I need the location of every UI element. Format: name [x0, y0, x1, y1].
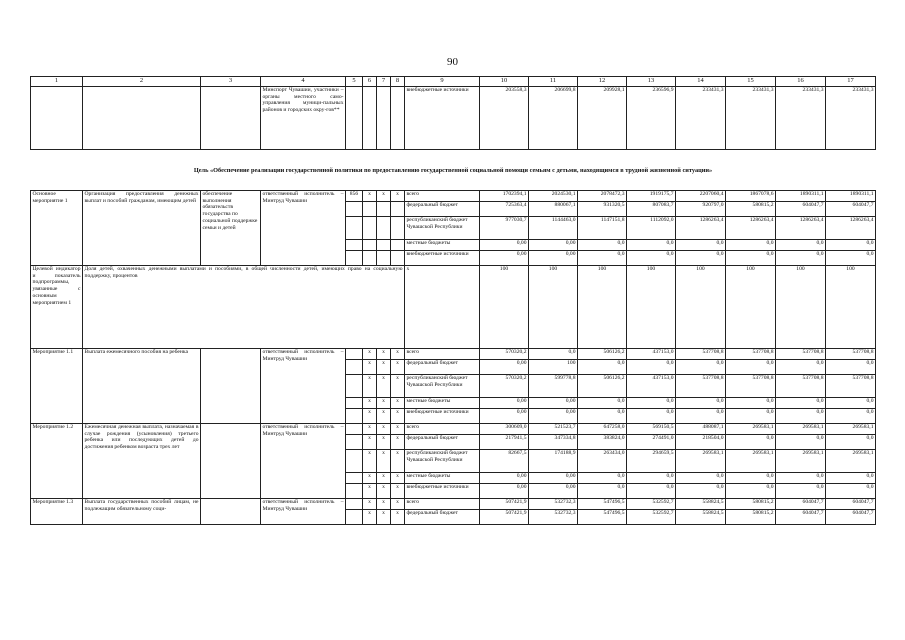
cell — [391, 240, 405, 251]
value-cell: 0,0 — [578, 251, 627, 266]
column-header: 10 — [480, 77, 529, 87]
code-cell: x — [363, 510, 377, 525]
event-goal — [201, 349, 261, 424]
funding-source-cell: местные бюджеты — [405, 473, 480, 484]
value-cell: 532732,3 — [529, 499, 578, 510]
code-cell: x — [363, 409, 377, 424]
value-cell: 0,00 — [480, 409, 529, 424]
value-cell: 0,0 — [676, 484, 726, 499]
value-cell: 506126,2 — [578, 349, 627, 360]
column-header: 16 — [776, 77, 826, 87]
event-goal: обеспечение выполнения обязательств государства по социальной поддержке семьи и детей — [201, 191, 261, 266]
table-row — [31, 424, 876, 435]
cell — [363, 217, 377, 240]
value-cell: 0,0 — [776, 360, 826, 375]
value-cell: 100 — [529, 360, 578, 375]
code-cell: x — [377, 424, 391, 435]
funding-source-cell: всего — [405, 499, 480, 510]
value-cell: 0,0 — [726, 473, 776, 484]
code-cell: x — [377, 450, 391, 473]
code-cell — [346, 375, 363, 398]
column-header: 1 — [31, 77, 83, 87]
code-cell: x — [377, 484, 391, 499]
value-cell: 725363,4 — [480, 202, 529, 217]
cell — [363, 251, 377, 266]
value-cell: 0,00 — [480, 473, 529, 484]
value-cell: 547496,5 — [578, 499, 627, 510]
value-cell: 604047,7 — [826, 202, 876, 217]
value-cell: 0,0 — [578, 409, 627, 424]
table-row — [31, 499, 876, 510]
funding-source-cell: республиканский бюджет Чувашской Республики — [405, 217, 480, 240]
cell — [346, 202, 363, 217]
funding-source-cell: федеральный бюджет — [405, 202, 480, 217]
value-cell: 233431,3 — [826, 87, 876, 150]
code-cell: x — [391, 435, 405, 450]
value-cell: 203558,3 — [480, 87, 529, 150]
cell — [377, 217, 391, 240]
code-cell: x — [391, 484, 405, 499]
executor-cell: ответственный исполнитель – Минтруд Чувашии — [261, 191, 346, 266]
value-cell: 0,0 — [529, 349, 578, 360]
value-cell: 274491,0 — [627, 435, 676, 450]
value-cell: 0,0 — [676, 398, 726, 409]
value-cell: 647258,0 — [578, 424, 627, 435]
page-number: 90 — [447, 56, 458, 68]
code-cell — [346, 424, 363, 435]
funding-source-cell: местные бюджеты — [405, 398, 480, 409]
value-cell: 537708,8 — [676, 349, 726, 360]
value-cell: 537708,8 — [726, 349, 776, 360]
value-cell: 0,0 — [676, 473, 726, 484]
funding-source-cell: всего — [405, 424, 480, 435]
cell — [391, 251, 405, 266]
value-cell: 269583,1 — [776, 424, 826, 435]
value-cell: 537708,8 — [676, 375, 726, 398]
value-cell: 0,00 — [480, 240, 529, 251]
code-cell: x — [363, 484, 377, 499]
code-cell: x — [391, 191, 405, 202]
cell — [391, 87, 405, 150]
value-cell: 0,00 — [529, 409, 578, 424]
value-cell: 0,0 — [776, 251, 826, 266]
column-header: 7 — [377, 77, 391, 87]
funding-source-cell: республиканский бюджет Чувашской Республики — [405, 375, 480, 398]
code-cell: 856 — [346, 191, 363, 202]
value-cell: 294659,5 — [627, 450, 676, 473]
code-cell: x — [391, 409, 405, 424]
cell — [363, 87, 377, 150]
column-header: 5 — [346, 77, 363, 87]
value-cell: 0,0 — [826, 409, 876, 424]
value-cell: 0,0 — [578, 398, 627, 409]
value-cell: 0,0 — [578, 360, 627, 375]
event-title: Основное мероприятие 1 — [31, 191, 83, 266]
cell — [201, 87, 261, 150]
value-cell: 0,0 — [676, 251, 726, 266]
code-cell: x — [391, 375, 405, 398]
funding-source-cell: внебюджетные источники — [405, 484, 480, 499]
value-cell: 0,0 — [776, 484, 826, 499]
event-goal — [201, 499, 261, 525]
cell — [346, 217, 363, 240]
code-cell: x — [391, 360, 405, 375]
value-cell: 82667,5 — [480, 450, 529, 473]
value-cell: 507421,9 — [480, 510, 529, 525]
code-cell: x — [377, 473, 391, 484]
event-description: Выплата ежемесячного пособия на ребенка — [83, 349, 201, 424]
value-cell: 0,0 — [726, 251, 776, 266]
cell — [31, 87, 83, 150]
value-cell: 977030,7 — [480, 217, 529, 240]
code-cell: x — [391, 499, 405, 510]
value-cell: 0,00 — [529, 473, 578, 484]
executor-cell: ответственный исполнитель – Минтруд Чувашии — [261, 499, 346, 525]
code-cell: x — [363, 191, 377, 202]
value-cell: 0,0 — [776, 409, 826, 424]
column-header: 15 — [726, 77, 776, 87]
value-cell: 269583,1 — [776, 450, 826, 473]
value-cell: 532592,7 — [627, 510, 676, 525]
value-cell: 1890311,1 — [776, 191, 826, 202]
value-cell: 269583,1 — [826, 450, 876, 473]
code-cell: x — [363, 349, 377, 360]
column-header: 2 — [83, 77, 201, 87]
value-cell: 569150,5 — [627, 424, 676, 435]
column-header: 11 — [529, 77, 578, 87]
code-cell — [346, 435, 363, 450]
value-cell: 0,0 — [726, 435, 776, 450]
code-cell: x — [363, 499, 377, 510]
code-cell — [346, 473, 363, 484]
value-cell: 209928,1 — [578, 87, 627, 150]
value-cell: 558824,5 — [676, 499, 726, 510]
value-cell: 521523,7 — [529, 424, 578, 435]
value-cell: 0,0 — [627, 251, 676, 266]
value-cell: 570320,2 — [480, 349, 529, 360]
value-cell: 580815,2 — [726, 510, 776, 525]
program-table — [30, 76, 876, 525]
value-cell: 0,0 — [676, 360, 726, 375]
value-cell: 880067,1 — [529, 202, 578, 217]
code-cell — [346, 349, 363, 360]
indicator-title: Целевой индикатор и показатель подпрограммы, увязанные с основным мероприятием 1 — [31, 266, 83, 349]
value-cell: 437153,0 — [627, 375, 676, 398]
cell — [377, 202, 391, 217]
cell — [83, 87, 201, 150]
indicator-text: Доля детей, охваченных денежными выплатами и пособиями, в общей численности детей, имеющих право на социальную поддержку, процентов — [83, 266, 405, 349]
column-header: 12 — [578, 77, 627, 87]
code-cell: x — [377, 409, 391, 424]
value-cell: 807083,7 — [627, 202, 676, 217]
value-cell: 0,0 — [826, 398, 876, 409]
value-cell: 1112092,0 — [627, 217, 676, 240]
value-cell: 0,0 — [627, 473, 676, 484]
value-cell: 0,00 — [480, 484, 529, 499]
code-cell: x — [391, 349, 405, 360]
value-cell: 570320,2 — [480, 375, 529, 398]
code-cell: x — [363, 398, 377, 409]
value-cell: 100 — [826, 266, 876, 349]
executor-cell: ответственный исполнитель – Минтруд Чувашии — [261, 349, 346, 424]
value-cell: 1286263,4 — [726, 217, 776, 240]
value-cell: 0,0 — [627, 484, 676, 499]
event-description: Организация предоставления денежных выплат и пособий гражданам, имеющим детей — [83, 191, 201, 266]
value-cell: 488087,1 — [676, 424, 726, 435]
value-cell: 269583,1 — [726, 450, 776, 473]
value-cell: 206699,8 — [529, 87, 578, 150]
code-cell — [346, 409, 363, 424]
table-row — [31, 191, 876, 202]
value-cell: 537708,8 — [776, 375, 826, 398]
value-cell: 0,00 — [529, 484, 578, 499]
code-cell: x — [391, 473, 405, 484]
value-cell: 604047,7 — [776, 510, 826, 525]
cell — [363, 240, 377, 251]
cell — [377, 240, 391, 251]
cell — [391, 217, 405, 240]
value-cell: 347334,8 — [529, 435, 578, 450]
value-cell: 174188,9 — [529, 450, 578, 473]
value-cell: 233431,3 — [776, 87, 826, 150]
value-cell: 437153,0 — [627, 349, 676, 360]
code-cell — [346, 398, 363, 409]
value-cell: 0,0 — [627, 398, 676, 409]
value-cell: 0,00 — [529, 398, 578, 409]
cell — [346, 87, 363, 150]
value-cell: 532592,7 — [627, 499, 676, 510]
executor-cell: Минспорт Чувашии, участники – органы местного само-управления муници-пальных районов и городских окру-гов** — [261, 87, 346, 150]
code-cell: x — [363, 360, 377, 375]
value-cell: 1286263,4 — [676, 217, 726, 240]
value-cell: 0,0 — [776, 473, 826, 484]
value-cell: 100 — [726, 266, 776, 349]
event-title: Мероприятие 1.3 — [31, 499, 83, 525]
code-cell: x — [363, 435, 377, 450]
code-cell: x — [377, 398, 391, 409]
value-cell: 599778,8 — [529, 375, 578, 398]
value-cell: 537708,8 — [726, 375, 776, 398]
value-cell: 0,0 — [578, 473, 627, 484]
code-cell: x — [363, 473, 377, 484]
value-cell: 300609,0 — [480, 424, 529, 435]
value-cell: 0,0 — [578, 484, 627, 499]
value-cell: 0,00 — [480, 398, 529, 409]
code-cell: x — [391, 424, 405, 435]
code-cell: x — [363, 424, 377, 435]
goal-row — [31, 150, 876, 191]
column-header: 8 — [391, 77, 405, 87]
column-header: 4 — [261, 77, 346, 87]
cell — [346, 240, 363, 251]
value-cell: 920797,0 — [676, 202, 726, 217]
funding-source-cell: федеральный бюджет — [405, 510, 480, 525]
header-row — [31, 77, 876, 87]
goal-text: Цель «Обеспечение реализации государственной политики по предоставлению государственной социальной помощи семьям с детьми, находящимся в трудной жизненной ситуации» — [31, 150, 876, 191]
cell — [377, 87, 391, 150]
value-cell: 2207060,4 — [676, 191, 726, 202]
code-cell: x — [377, 499, 391, 510]
value-cell: 604047,7 — [826, 499, 876, 510]
code-cell: x — [363, 450, 377, 473]
cell — [391, 202, 405, 217]
funding-source-cell: республиканский бюджет Чувашской Республики — [405, 450, 480, 473]
funding-source-cell: федеральный бюджет — [405, 435, 480, 450]
code-cell: x — [377, 349, 391, 360]
event-title: Мероприятие 1.1 — [31, 349, 83, 424]
cell — [346, 251, 363, 266]
value-cell: 604047,7 — [826, 510, 876, 525]
column-header: 6 — [363, 77, 377, 87]
value-cell: 0,0 — [676, 409, 726, 424]
value-cell: 0,0 — [826, 473, 876, 484]
column-header: 14 — [676, 77, 726, 87]
value-cell: 604047,7 — [776, 202, 826, 217]
table-row — [31, 87, 876, 150]
value-cell: 0,0 — [726, 409, 776, 424]
value-cell: 2078472,3 — [578, 191, 627, 202]
value-cell: 580815,2 — [726, 202, 776, 217]
code-cell: x — [363, 375, 377, 398]
funding-source-cell: внебюджетные источники — [405, 87, 480, 150]
value-cell: 537708,8 — [776, 349, 826, 360]
value-cell: 547496,5 — [578, 510, 627, 525]
value-cell: 100 — [578, 266, 627, 349]
code-cell — [346, 510, 363, 525]
column-header: 3 — [201, 77, 261, 87]
value-cell: 0,00 — [529, 240, 578, 251]
value-cell: 0,00 — [480, 360, 529, 375]
value-cell: 236596,9 — [627, 87, 676, 150]
value-cell: 0,0 — [826, 435, 876, 450]
value-cell: 532732,3 — [529, 510, 578, 525]
funding-source-cell: х — [405, 266, 480, 349]
funding-source-cell: местные бюджеты — [405, 240, 480, 251]
value-cell: 2024530,1 — [529, 191, 578, 202]
value-cell: 931320,5 — [578, 202, 627, 217]
value-cell: 1147151,8 — [578, 217, 627, 240]
code-cell — [346, 360, 363, 375]
value-cell: 100 — [776, 266, 826, 349]
cell — [377, 251, 391, 266]
value-cell: 0,0 — [826, 251, 876, 266]
event-title: Мероприятие 1.2 — [31, 424, 83, 499]
value-cell: 233431,3 — [726, 87, 776, 150]
value-cell: 580815,2 — [726, 499, 776, 510]
value-cell: 1144463,0 — [529, 217, 578, 240]
event-description: Ежемесячная денежная выплата, назначаемая в случае рождения (усыновления) третьего ребенка или последующих детей до достижения ребенком возраста трех лет — [83, 424, 201, 499]
table-row — [31, 349, 876, 360]
value-cell: 506126,2 — [578, 375, 627, 398]
value-cell: 537708,8 — [826, 375, 876, 398]
value-cell: 558824,5 — [676, 510, 726, 525]
value-cell: 0,0 — [726, 240, 776, 251]
value-cell: 263434,0 — [578, 450, 627, 473]
value-cell: 0,0 — [826, 484, 876, 499]
column-header: 17 — [826, 77, 876, 87]
value-cell: 0,00 — [529, 251, 578, 266]
code-cell: x — [391, 450, 405, 473]
value-cell: 0,0 — [726, 360, 776, 375]
funding-source-cell: федеральный бюджет — [405, 360, 480, 375]
code-cell — [346, 450, 363, 473]
value-cell: 100 — [480, 266, 529, 349]
value-cell: 0,0 — [826, 240, 876, 251]
code-cell — [346, 499, 363, 510]
code-cell: x — [391, 398, 405, 409]
value-cell: 0,0 — [726, 484, 776, 499]
value-cell: 1286263,4 — [776, 217, 826, 240]
event-goal — [201, 424, 261, 499]
value-cell: 0,0 — [627, 240, 676, 251]
value-cell: 0,0 — [776, 435, 826, 450]
code-cell: x — [391, 510, 405, 525]
value-cell: 0,0 — [627, 360, 676, 375]
funding-source-cell: внебюджетные источники — [405, 409, 480, 424]
value-cell: 0,0 — [726, 398, 776, 409]
column-header: 9 — [405, 77, 480, 87]
funding-source-cell: всего — [405, 349, 480, 360]
value-cell: 0,0 — [578, 240, 627, 251]
value-cell: 218504,0 — [676, 435, 726, 450]
code-cell: x — [377, 375, 391, 398]
value-cell: 233431,3 — [676, 87, 726, 150]
value-cell: 537708,8 — [826, 349, 876, 360]
value-cell: 269583,1 — [676, 450, 726, 473]
code-cell — [346, 484, 363, 499]
code-cell: x — [377, 360, 391, 375]
value-cell: 100 — [529, 266, 578, 349]
value-cell: 383824,0 — [578, 435, 627, 450]
value-cell: 0,0 — [676, 240, 726, 251]
value-cell: 1702394,1 — [480, 191, 529, 202]
value-cell: 217941,5 — [480, 435, 529, 450]
value-cell: 0,0 — [776, 240, 826, 251]
value-cell: 604047,7 — [776, 499, 826, 510]
value-cell: 100 — [627, 266, 676, 349]
executor-cell: ответственный исполнитель – Минтруд Чувашии — [261, 424, 346, 499]
value-cell: 100 — [676, 266, 726, 349]
table-row — [31, 266, 876, 349]
value-cell: 1867078,6 — [726, 191, 776, 202]
code-cell: x — [377, 435, 391, 450]
value-cell: 0,0 — [776, 398, 826, 409]
value-cell: 1919175,7 — [627, 191, 676, 202]
funding-source-cell: всего — [405, 191, 480, 202]
event-description: Выплата государственных пособий лицам, не подлежащим обязательному соци- — [83, 499, 201, 525]
column-header: 13 — [627, 77, 676, 87]
value-cell: 1890311,1 — [826, 191, 876, 202]
value-cell: 0,0 — [826, 360, 876, 375]
funding-source-cell: внебюджетные источники — [405, 251, 480, 266]
value-cell: 507421,9 — [480, 499, 529, 510]
code-cell: x — [377, 191, 391, 202]
value-cell: 1286263,4 — [826, 217, 876, 240]
code-cell: x — [377, 510, 391, 525]
cell — [363, 202, 377, 217]
value-cell: 269583,1 — [726, 424, 776, 435]
value-cell: 0,00 — [480, 251, 529, 266]
value-cell: 269583,1 — [826, 424, 876, 435]
value-cell: 0,0 — [627, 409, 676, 424]
